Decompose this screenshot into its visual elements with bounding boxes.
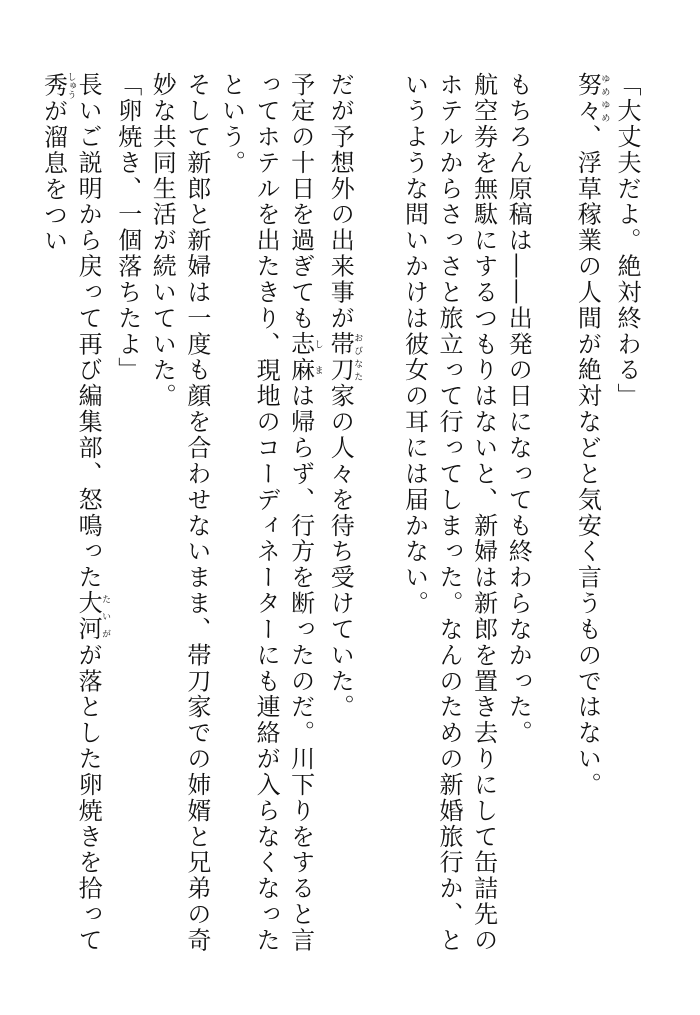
dialogue-line bbox=[609, 72, 644, 972]
dialogue-line bbox=[110, 72, 145, 972]
paragraph bbox=[36, 72, 110, 972]
ruby-base: 帯刀 bbox=[326, 331, 355, 384]
text-segment: 長いご説明から戻って再び編集部、怒鳴った bbox=[74, 72, 103, 591]
paragraph bbox=[323, 72, 363, 972]
ruby-reading: しゅう bbox=[65, 72, 76, 99]
blank-line bbox=[535, 72, 570, 972]
paragraph bbox=[501, 72, 536, 972]
paragraph bbox=[570, 72, 610, 972]
ruby-base: 秀 bbox=[39, 72, 68, 99]
text-line-5: さと旅立って行ってしまった。なんのための新婚旅行か、というような問いかけは彼女の耳に bbox=[400, 72, 464, 954]
text-segment: が溜息をつい bbox=[39, 98, 68, 254]
text-segment: 家の人々を待ち受けていた。 bbox=[326, 383, 355, 721]
blank-line bbox=[362, 72, 397, 972]
paragraph bbox=[397, 72, 501, 972]
vertical-text-body bbox=[34, 72, 644, 972]
text-line-6: は届かない。 bbox=[400, 460, 429, 617]
ruby-reading: たいが bbox=[100, 590, 111, 643]
ruby-base: 志麻 bbox=[286, 331, 315, 384]
text-line-11: 続いていた。 bbox=[148, 253, 177, 409]
ruby-shuu bbox=[39, 72, 76, 99]
text-line-12: 「卵焼き、一個落ちたよ」 bbox=[113, 72, 142, 384]
text-line-3: もちろん原稿は――出発の日になっても終わらなかった。 bbox=[504, 72, 533, 746]
ruby-reading: しま bbox=[312, 331, 323, 384]
text-line-9: たきり、現地のコーディネーターにも連絡が入らなくなったという。 bbox=[217, 72, 281, 954]
text-line-10: そして新郎と新婦は一度も顔を合わせないまま、帯刀家での姉婿と兄弟の奇妙な共同生活が bbox=[148, 72, 211, 954]
ruby-reading: ゆめゆめ bbox=[599, 72, 610, 124]
text-segment: が落とした卵焼きを拾って bbox=[74, 642, 103, 954]
text-segment: 、浮草稼業の人間が絶対などと気安く言うものではない。 bbox=[573, 123, 602, 798]
ruby-reading: おびなた bbox=[352, 331, 363, 384]
paragraph bbox=[214, 72, 323, 972]
text-segment: 予定の十日を過ぎても bbox=[286, 72, 315, 332]
ruby-shima bbox=[286, 331, 323, 384]
text-segment: だが予想外の出来事が bbox=[326, 72, 355, 332]
ruby-base: 努々 bbox=[573, 72, 602, 124]
text-segment: は帰らず、行方を断ったのだ。川下りをすると言ってホテルを出 bbox=[252, 72, 315, 954]
ruby-taiga bbox=[74, 590, 111, 643]
ruby-base: 大河 bbox=[74, 590, 103, 643]
ruby-obinata bbox=[326, 331, 363, 384]
text-line-1: 「大丈夫だよ。絶対終わる」 bbox=[613, 72, 641, 409]
ruby-yumeyume bbox=[573, 72, 610, 124]
text-line-4: 航空券を無駄にするつもりはないと、新婦は新郎を置き去りにして缶詰先のホテルからさっ bbox=[435, 72, 498, 954]
paragraph bbox=[145, 72, 214, 972]
